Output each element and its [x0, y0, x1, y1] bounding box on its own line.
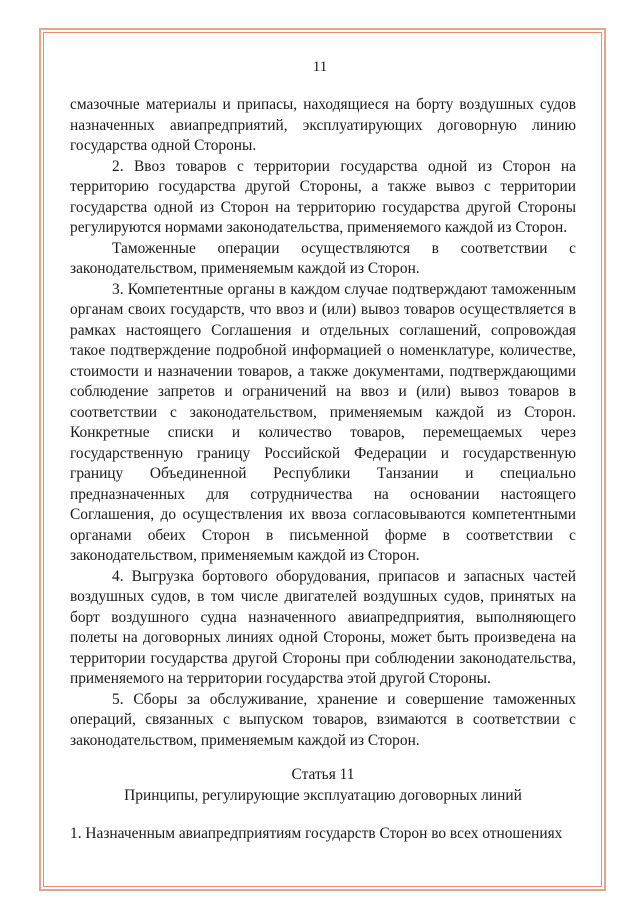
paragraph-item-4: 4. Выгрузка бортового оборудования, припасов и запасных частей воздушных судов, в том числе двигателей воздушных судов, принятых на борт воздушного судна назначенного авиапредприятия, выполняющего полеты на договорных линиях одной Стороны, может быть произведена на территории государства другой Стороны при соблюдении законодательства, применяемого на территории государства этой другой Стороны. [70, 567, 576, 687]
document-body [70, 95, 576, 845]
paragraph-item-3: 3. Компетентные органы в каждом случае подтверждают таможенным органам своих государств, что ввоз и (или) вывоз товаров осуществляется в рамках настоящего Соглашения и отдельных соглашений, сопровождая такое подтверждение подробной информацией о номенклатуре, количестве, стоимости и назначении товаров, а также документами, подтверждающими соблюдение запретов и ограничений на ввоз и (или) вывоз товаров в соответствии с законодательством, применяемым каждой из Сторон. Конкретные списки и количество товаров, перемещаемых через государственную границу Российской Федерации и государственную границу Объединенной Республики Танзании и специально предназначенных для сотрудничества на основании настоящего Соглашения, до осуществления их ввоза согласовываются компетентными органами обеих Сторон в письменной форме в соответствии с законодательством, применяемым каждой из Сторон. [70, 280, 576, 564]
paragraph-item-5: 5. Сборы за обслуживание, хранение и совершение таможенных операций, связанных с выпуском товаров, взимаются в соответствии с законодательством, применяемым каждой из Сторон. [70, 690, 576, 749]
page-number: 11 [312, 59, 328, 75]
article-heading: Статья 11 [291, 766, 355, 783]
article-subtitle: Принципы, регулирующие эксплуатацию договорных линий [124, 786, 522, 804]
paragraph-article-11-item-1: 1. Назначенным авиапредприятиям государств Сторон во всех отношениях [70, 825, 563, 842]
paragraph-customs-operations: Таможенные операции осуществляются в соответствии с законодательством, применяемым каждой из Сторон. [70, 239, 576, 277]
paragraph-continuation: смазочные материалы и припасы, находящиеся на борту воздушных судов назначенных авиапредприятий, эксплуатирующих договорную линию государства одной Стороны. [70, 96, 576, 154]
paragraph-item-2: 2. Ввоз товаров с территории государства одной из Сторон на территорию государства другой Стороны, а также вывоз с территории государства одной из Сторон на территорию государства другой Стороны регулируются нормами законодательства, применяемого каждой из Сторон. [70, 157, 576, 236]
